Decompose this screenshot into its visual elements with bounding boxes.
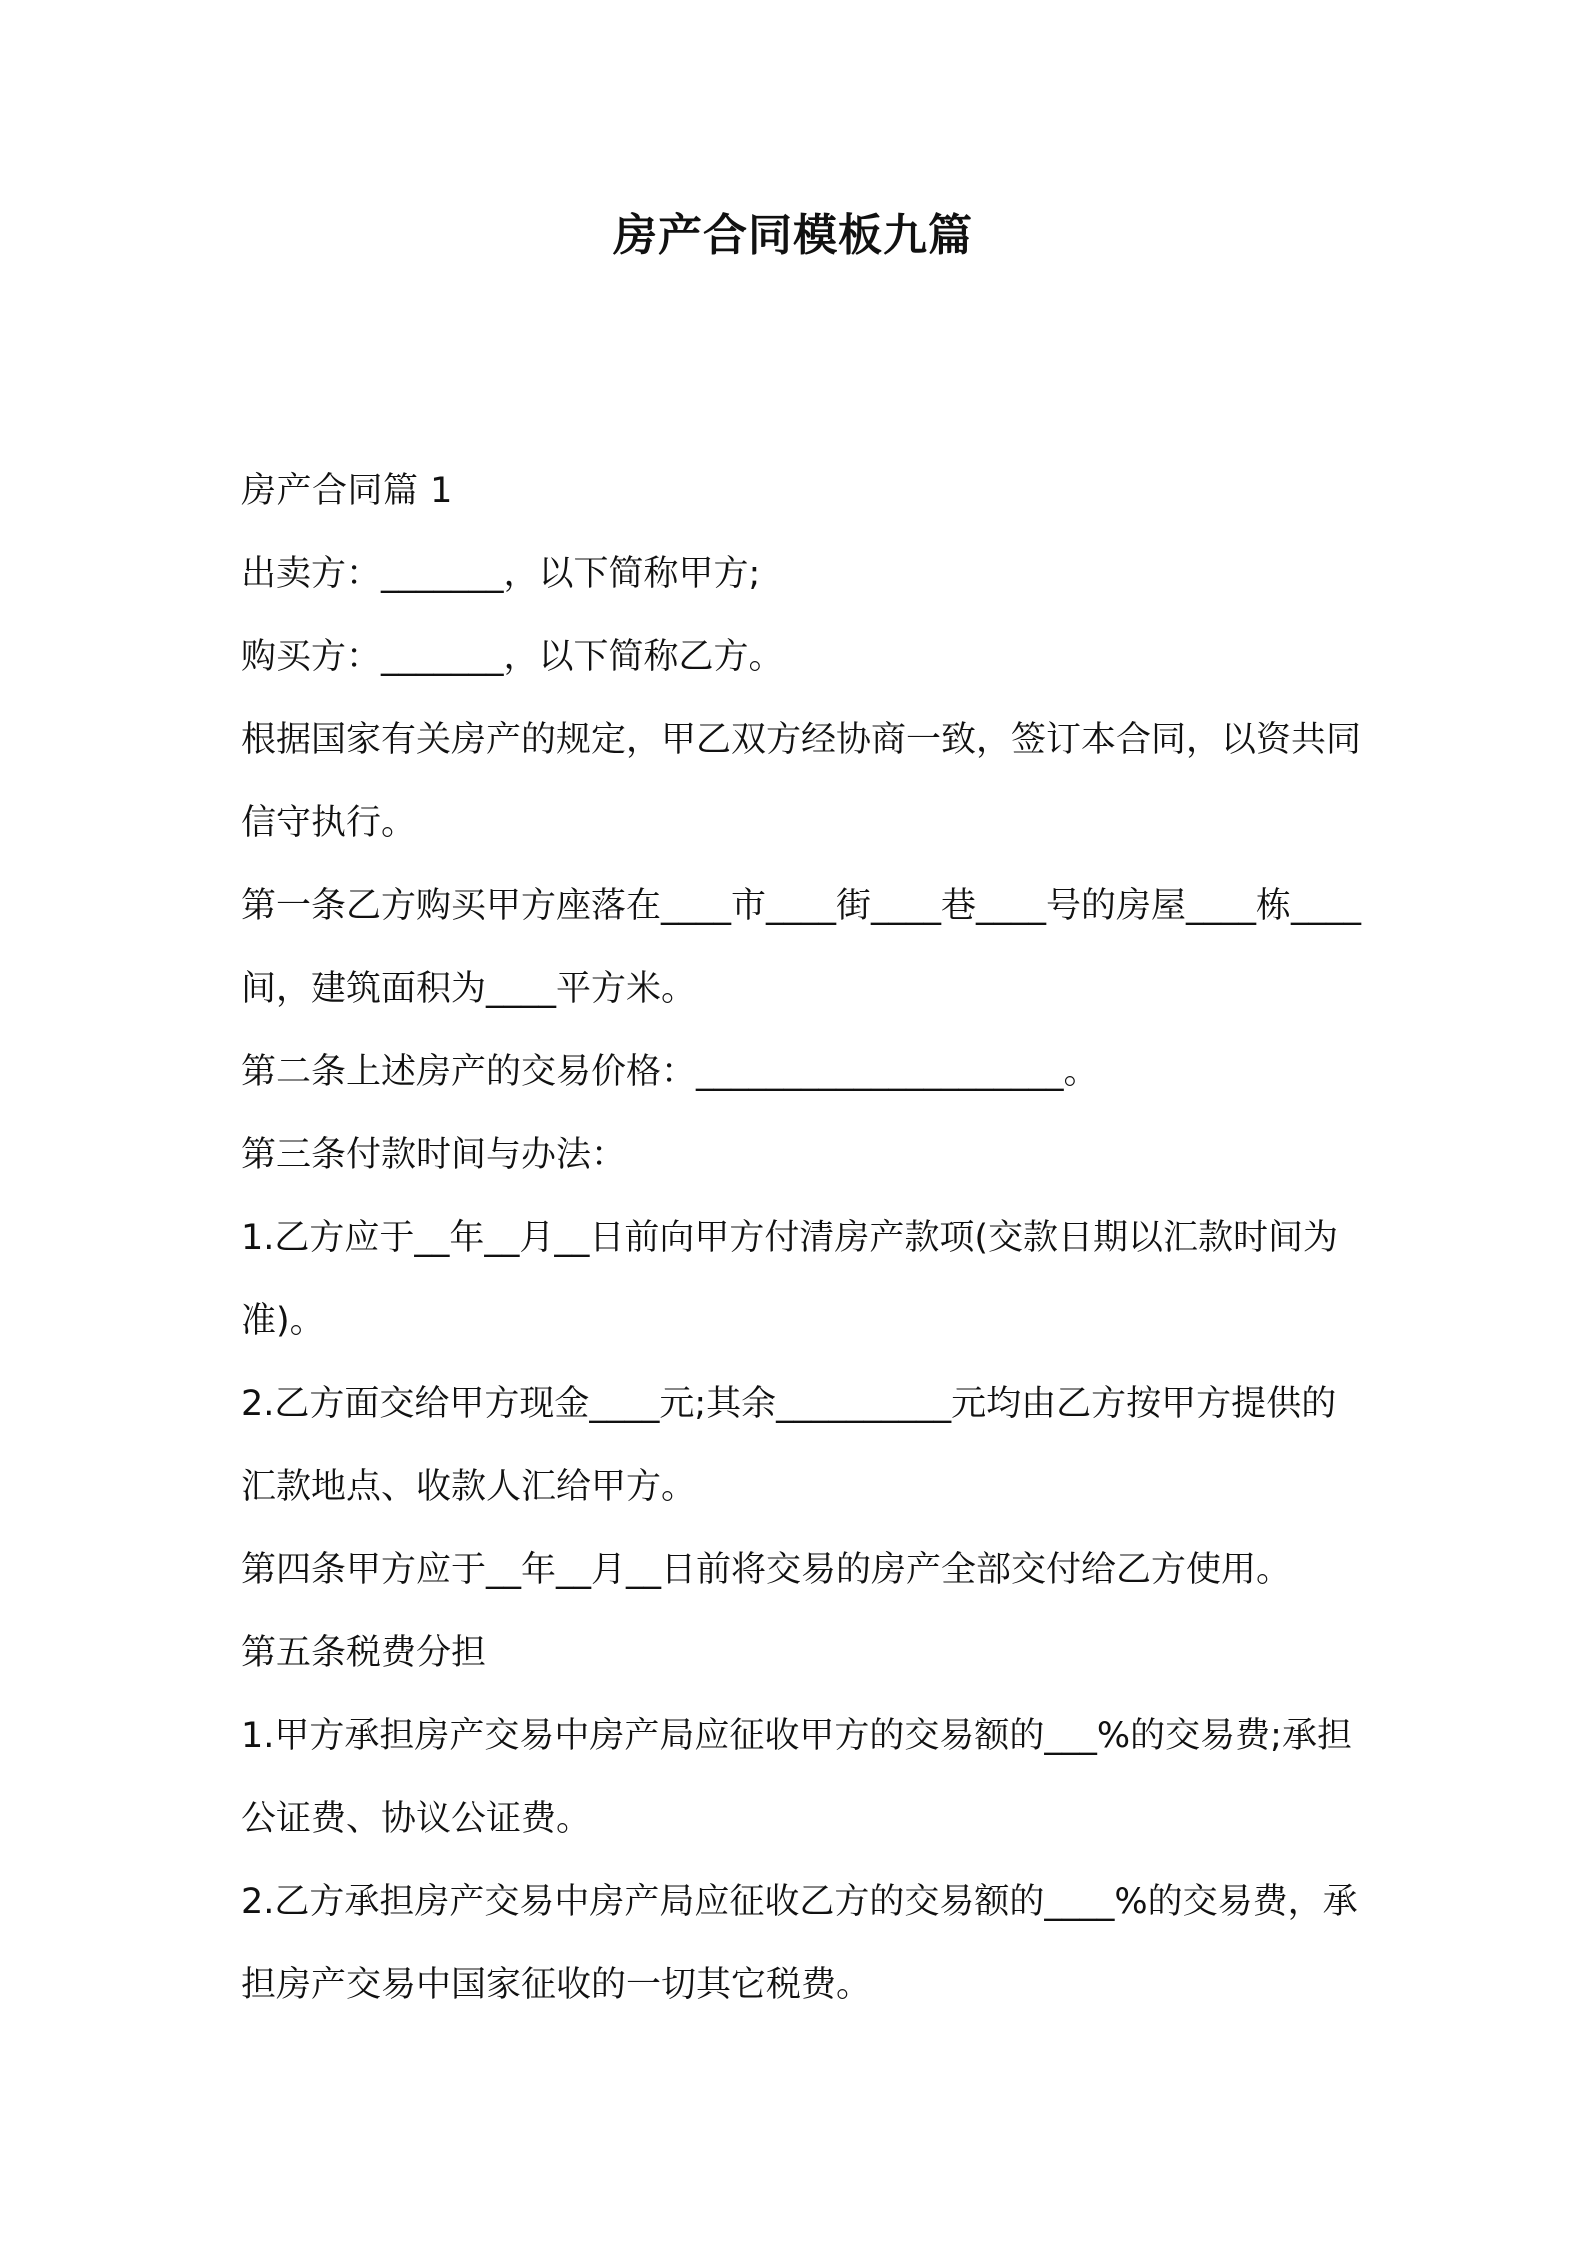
document-body	[241, 450, 1366, 2027]
article-1-paragraph: 第一条乙方购买甲方座落在____市____街____巷____号的房屋____栋____间，建筑面积为____平方米。	[241, 886, 1362, 1009]
document-title: 房产合同模板九篇	[613, 210, 973, 261]
seller-line: 出卖方：_______，以下简称甲方;	[241, 554, 761, 594]
article-5-item-1: 1.甲方承担房产交易中房产局应征收甲方的交易额的___%的交易费;承担公证费、协议公证费。	[241, 1716, 1352, 1839]
buyer-line: 购买方：_______，以下简称乙方。	[241, 637, 784, 677]
article-3-item-1: 1.乙方应于__年__月__日前向甲方付清房产款项(交款日期以汇款时间为准)。	[241, 1218, 1339, 1341]
article-3-heading: 第三条付款时间与办法：	[241, 1135, 627, 1175]
article-2-paragraph: 第二条上述房产的交易价格：_____________________。	[241, 1052, 1099, 1092]
article-5-heading: 第五条税费分担	[241, 1633, 487, 1673]
article-4-paragraph: 第四条甲方应于__年__月__日前将交易的房产全部交付给乙方使用。	[241, 1550, 1292, 1590]
article-5-item-2: 2.乙方承担房产交易中房产局应征收乙方的交易额的____%的交易费，承担房产交易中国家征收的一切其它税费。	[241, 1882, 1358, 2005]
section-heading: 房产合同篇 1	[241, 471, 453, 511]
preamble-paragraph: 根据国家有关房产的规定，甲乙双方经协商一致，签订本合同，以资共同信守执行。	[241, 720, 1362, 843]
article-3-item-2: 2.乙方面交给甲方现金____元;其余__________元均由乙方按甲方提供的汇款地点、收款人汇给甲方。	[241, 1384, 1337, 1507]
